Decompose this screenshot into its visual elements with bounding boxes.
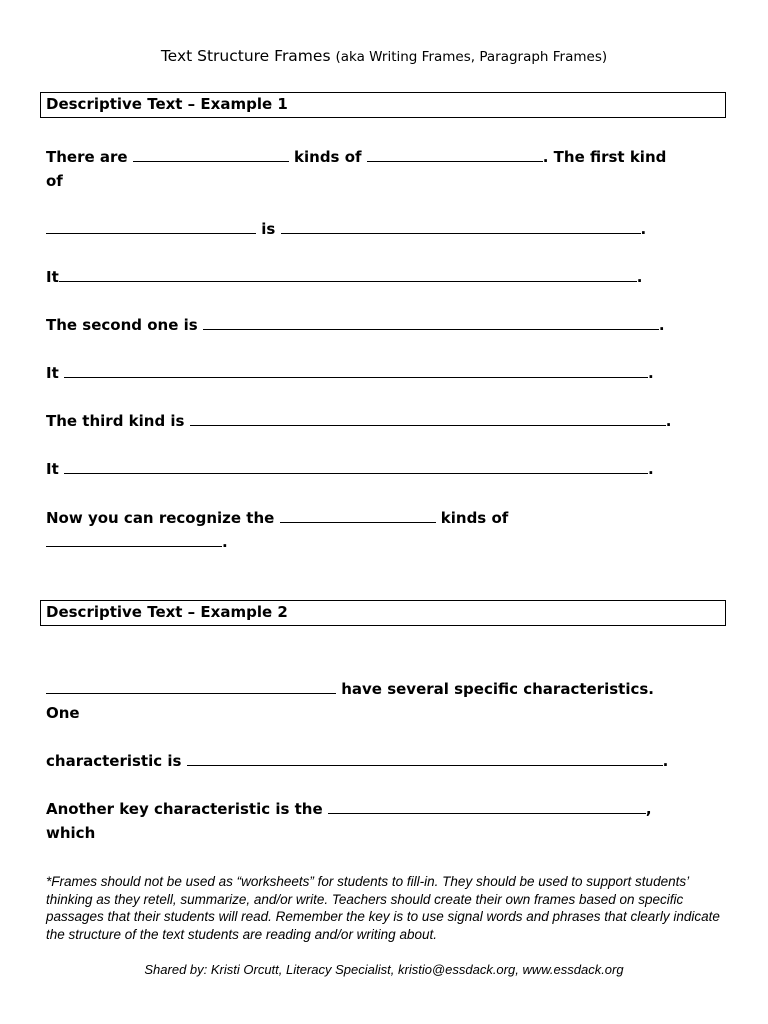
example2-heading: Descriptive Text – Example 2 xyxy=(40,600,726,626)
title-subtitle: (aka Writing Frames, Paragraph Frames) xyxy=(335,49,608,65)
fill-blank[interactable] xyxy=(281,218,641,234)
ex2-line-1b: One xyxy=(46,704,80,722)
fill-blank[interactable] xyxy=(367,146,543,162)
fill-blank[interactable] xyxy=(46,531,222,547)
fill-blank[interactable] xyxy=(46,678,336,694)
fill-blank[interactable] xyxy=(64,458,648,474)
ex1-line-7: It . xyxy=(46,460,654,478)
ex1-line-5: It . xyxy=(46,364,654,382)
ex1-line-8b: . xyxy=(46,530,228,554)
ex1-line-6: The third kind is . xyxy=(46,412,672,430)
fill-blank[interactable] xyxy=(46,218,256,234)
fill-blank[interactable] xyxy=(203,314,659,330)
ex1-line-1: There are kinds of . The first kind xyxy=(46,148,667,166)
ex1-line-3: It . xyxy=(46,268,643,286)
title-main: Text Structure Frames xyxy=(160,47,331,65)
fill-blank[interactable] xyxy=(280,507,436,523)
fill-blank[interactable] xyxy=(187,750,663,766)
fill-blank[interactable] xyxy=(328,798,646,814)
ex1-line-1b: of xyxy=(46,172,63,190)
ex1-line-2: is . xyxy=(46,217,646,241)
ex2-line-1: have several specific characteristics. xyxy=(46,677,654,701)
fill-blank[interactable] xyxy=(133,146,289,162)
footer-credit: Shared by: Kristi Orcutt, Literacy Specialist, kristio@essdack.org, www.essdack.org xyxy=(144,962,624,977)
fill-blank[interactable] xyxy=(64,362,648,378)
ex2-line-3: Another key characteristic is the , xyxy=(46,800,652,818)
fill-blank[interactable] xyxy=(59,266,637,282)
ex2-line-3b: which xyxy=(46,824,96,842)
ex2-line-2: characteristic is . xyxy=(46,752,669,770)
usage-note: *Frames should not be used as “worksheets” for students to fill-in. They should be used to support students’ thinking as they retell, summarize, and/or write. Teachers should create their own frames based on specific passages that their students will read. Remember the key is to use signal words and phrases that clearly indicate the structure of the text students are reading and/or writing about. xyxy=(46,874,720,942)
example1-heading: Descriptive Text – Example 1 xyxy=(40,92,726,118)
document-title xyxy=(0,47,768,65)
ex1-line-8: Now you can recognize the kinds of xyxy=(46,509,509,527)
ex1-line-4: The second one is . xyxy=(46,316,665,334)
fill-blank[interactable] xyxy=(190,410,666,426)
